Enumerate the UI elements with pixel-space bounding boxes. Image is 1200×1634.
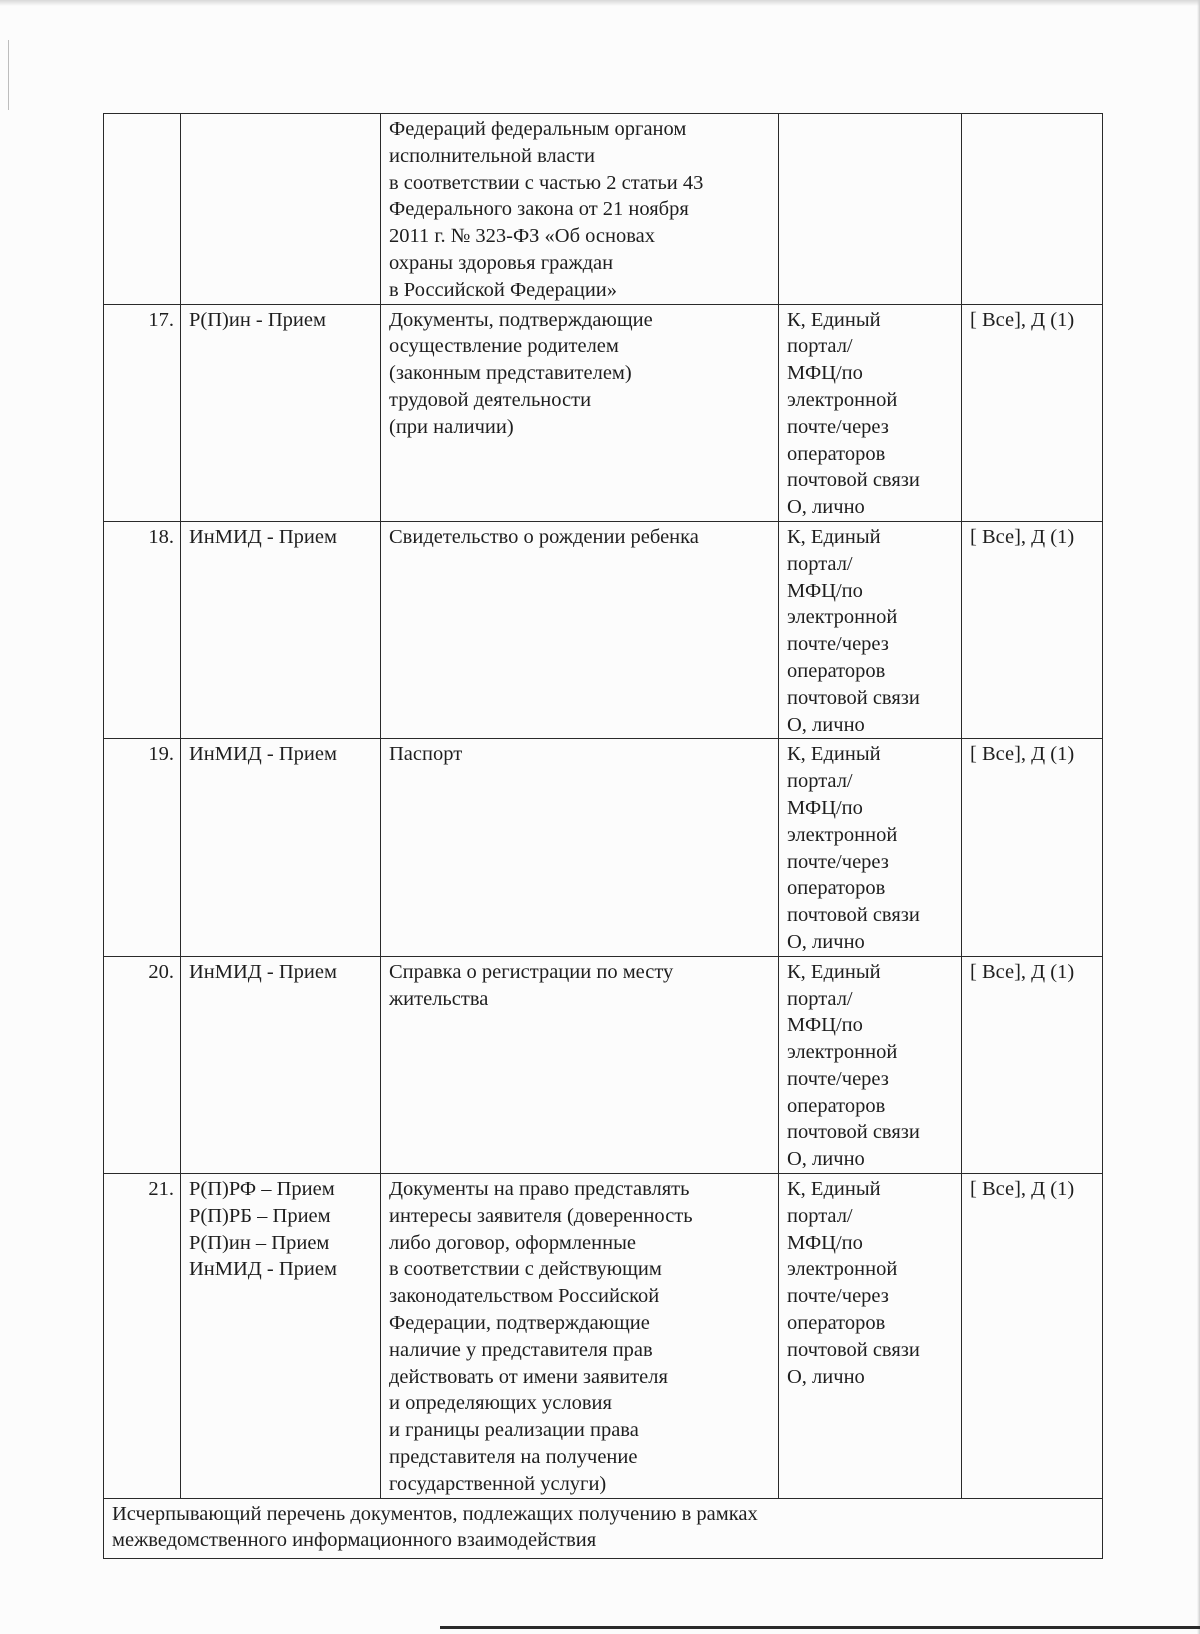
row-channels: К, Единый портал/ МФЦ/по электронной почте/через операторов почтовой связи О, лично: [779, 304, 962, 521]
row-mark: [ Все], Д (1): [962, 956, 1103, 1173]
documents-table: [103, 113, 1103, 1559]
row-mark: [ Все], Д (1): [962, 521, 1103, 738]
footer-text: Исчерпывающий перечень документов, подлежащих получению в рамках межведомственного информационного взаимодействия: [104, 1498, 1103, 1558]
row-channels: К, Единый портал/ МФЦ/по электронной почте/через операторов почтовой связи О, лично: [779, 521, 962, 738]
scan-top-edge: [0, 0, 1200, 6]
row-code: ИнМИД - Прием: [181, 956, 381, 1173]
row-mark: [ Все], Д (1): [962, 739, 1103, 956]
row-document: Документы на право представлять интересы заявителя (доверенность либо договор, оформленные в соответствии с действующим законодательством Российской Федерации, подтверждающие наличие у представителя прав действовать от имени заявителя и определяющих условия и границы реализации права представителя на получение государственной услуги): [381, 1174, 779, 1499]
table-row: [104, 114, 1103, 305]
row-mark: [ Все], Д (1): [962, 1174, 1103, 1499]
row-number: 21.: [104, 1174, 181, 1499]
row-mark: [ Все], Д (1): [962, 304, 1103, 521]
scan-bottom-edge: [440, 1626, 1200, 1629]
row-code: ИнМИД - Прием: [181, 739, 381, 956]
footer-row: [104, 1498, 1103, 1558]
row-number: 19.: [104, 739, 181, 956]
row-number: [104, 114, 181, 305]
row-channels: К, Единый портал/ МФЦ/по электронной почте/через операторов почтовой связи О, лично: [779, 739, 962, 956]
row-channels: К, Единый портал/ МФЦ/по электронной почте/через операторов почтовой связи О, лично: [779, 956, 962, 1173]
table-row: [104, 956, 1103, 1173]
row-code: [181, 114, 381, 305]
table-row: [104, 1174, 1103, 1499]
row-code: ИнМИД - Прием: [181, 521, 381, 738]
table-row: [104, 304, 1103, 521]
row-mark: [962, 114, 1103, 305]
table-row: [104, 739, 1103, 956]
row-code: Р(П)РФ – Прием Р(П)РБ – Прием Р(П)ин – Прием ИнМИД - Прием: [181, 1174, 381, 1499]
table-row: [104, 521, 1103, 738]
row-document: Федераций федеральным органом исполнительной власти в соответствии с частью 2 статьи 43 Федерального закона от 21 ноября 2011 г. № 323-ФЗ «Об основах охраны здоровья граждан в Российской Федерации»: [381, 114, 779, 305]
row-number: 18.: [104, 521, 181, 738]
row-number: 20.: [104, 956, 181, 1173]
row-code: Р(П)ин - Прием: [181, 304, 381, 521]
row-document: Справка о регистрации по месту жительства: [381, 956, 779, 1173]
row-document: Паспорт: [381, 739, 779, 956]
row-document: Документы, подтверждающие осуществление родителем (законным представителем) трудовой деятельности (при наличии): [381, 304, 779, 521]
scan-left-mark: [8, 40, 9, 110]
row-channels: К, Единый портал/ МФЦ/по электронной почте/через операторов почтовой связи О, лично: [779, 1174, 962, 1499]
row-channels: [779, 114, 962, 305]
row-number: 17.: [104, 304, 181, 521]
row-document: Свидетельство о рождении ребенка: [381, 521, 779, 738]
